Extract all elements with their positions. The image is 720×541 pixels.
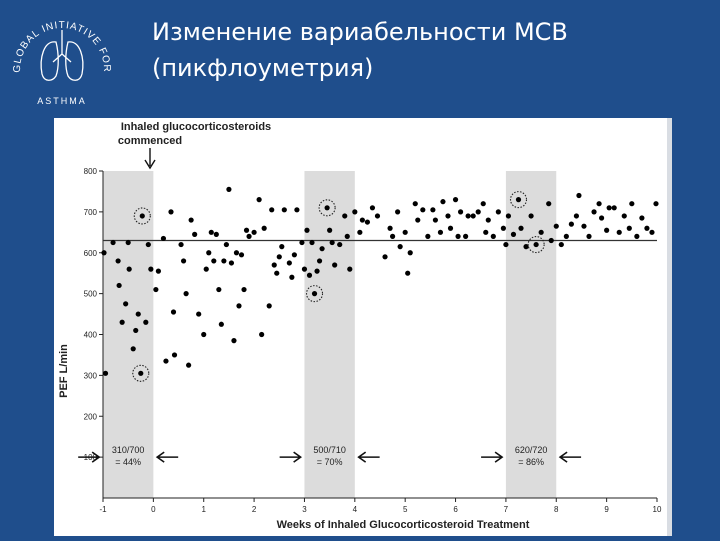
data-point xyxy=(332,262,337,267)
data-point xyxy=(110,240,115,245)
percent-label: = 44% xyxy=(115,457,142,468)
data-point xyxy=(403,230,408,235)
data-point xyxy=(244,228,249,233)
data-point xyxy=(307,273,312,278)
data-point xyxy=(214,232,219,237)
data-point xyxy=(136,311,141,316)
data-point xyxy=(337,242,342,247)
data-point xyxy=(486,217,491,222)
data-point xyxy=(405,271,410,276)
data-point xyxy=(445,213,450,218)
data-point xyxy=(471,213,476,218)
data-point xyxy=(231,338,236,343)
data-point xyxy=(292,252,297,257)
data-point xyxy=(184,291,189,296)
x-tick-label: 8 xyxy=(554,505,559,514)
data-point xyxy=(455,234,460,239)
data-point xyxy=(463,234,468,239)
data-point xyxy=(211,258,216,263)
data-point xyxy=(120,320,125,325)
data-point xyxy=(302,267,307,272)
data-point xyxy=(476,209,481,214)
arrow-left xyxy=(359,452,380,462)
data-point xyxy=(287,260,292,265)
y-tick-label: 600 xyxy=(83,248,97,258)
data-point xyxy=(216,287,221,292)
data-point xyxy=(274,271,279,276)
data-point xyxy=(644,226,649,231)
data-point xyxy=(466,213,471,218)
data-point xyxy=(289,275,294,280)
data-point xyxy=(101,250,106,255)
data-point xyxy=(272,262,277,267)
data-point xyxy=(569,222,574,227)
data-point xyxy=(453,197,458,202)
data-point xyxy=(325,205,330,210)
slide-title-line-1: Изменение вариабельности МСВ xyxy=(152,18,568,46)
y-tick-label: 500 xyxy=(83,289,97,299)
data-point xyxy=(267,303,272,308)
data-point xyxy=(408,250,413,255)
data-point xyxy=(503,242,508,247)
data-point xyxy=(209,230,214,235)
data-point xyxy=(375,213,380,218)
data-point xyxy=(251,230,256,235)
slide-title-line-2: (пикфлоуметрия) xyxy=(152,54,374,82)
percent-label: = 86% xyxy=(518,457,544,468)
data-point xyxy=(599,215,604,220)
data-point xyxy=(146,242,151,247)
data-point xyxy=(226,187,231,192)
data-point xyxy=(269,207,274,212)
data-point xyxy=(649,230,654,235)
data-point xyxy=(319,246,324,251)
y-axis-label: PEF L/min xyxy=(58,344,70,398)
data-point xyxy=(430,207,435,212)
data-point xyxy=(196,311,201,316)
data-point xyxy=(413,201,418,206)
data-point xyxy=(117,283,122,288)
data-point xyxy=(425,234,430,239)
data-point xyxy=(357,230,362,235)
data-point xyxy=(612,205,617,210)
data-point xyxy=(161,236,166,241)
data-point xyxy=(257,197,262,202)
data-point xyxy=(622,213,627,218)
gina-logo xyxy=(6,8,118,108)
data-point xyxy=(309,240,314,245)
x-tick-label: 6 xyxy=(453,505,458,514)
data-point xyxy=(518,226,523,231)
data-point xyxy=(277,254,282,259)
x-tick-label: 0 xyxy=(151,505,156,514)
data-point xyxy=(140,213,145,218)
x-axis-label: Weeks of Inhaled Glucocorticosteroid Treatment xyxy=(276,519,530,531)
data-point xyxy=(123,301,128,306)
y-tick-label: 400 xyxy=(83,330,97,340)
data-point xyxy=(163,358,168,363)
chart-title: Inhaled glucocorticosteroids xyxy=(120,121,272,133)
data-point xyxy=(327,228,332,233)
data-point xyxy=(259,332,264,337)
data-point xyxy=(581,224,586,229)
data-point xyxy=(433,217,438,222)
percent-label: = 70% xyxy=(316,457,343,468)
arrow-left xyxy=(560,452,581,462)
data-point xyxy=(262,226,267,231)
data-point xyxy=(360,217,365,222)
data-point xyxy=(483,230,488,235)
data-point xyxy=(604,228,609,233)
data-point xyxy=(549,238,554,243)
data-point xyxy=(133,328,138,333)
ratio-label: 620/720 xyxy=(514,445,548,456)
data-point xyxy=(204,267,209,272)
data-point xyxy=(382,254,387,259)
data-point xyxy=(347,267,352,272)
y-tick-label: 800 xyxy=(83,167,97,176)
gina-logo-graphic xyxy=(6,8,118,108)
x-tick-label: 4 xyxy=(352,505,358,514)
data-point xyxy=(516,197,521,202)
chart-title-line-2: commenced xyxy=(117,135,183,147)
data-point xyxy=(172,352,177,357)
data-point xyxy=(591,209,596,214)
data-point xyxy=(539,230,544,235)
data-point xyxy=(345,234,350,239)
data-point xyxy=(627,226,632,231)
x-tick-label: 1 xyxy=(201,505,206,514)
data-point xyxy=(312,291,317,296)
data-point xyxy=(546,201,551,206)
arrow-left xyxy=(157,452,178,462)
data-point xyxy=(564,234,569,239)
data-point xyxy=(554,224,559,229)
data-point xyxy=(317,258,322,263)
x-tick-label: 5 xyxy=(402,505,408,514)
data-point xyxy=(420,207,425,212)
data-point xyxy=(629,201,634,206)
data-point xyxy=(186,363,191,368)
data-point xyxy=(440,199,445,204)
data-point xyxy=(171,309,176,314)
data-point xyxy=(221,258,226,263)
data-point xyxy=(126,240,131,245)
data-point xyxy=(398,244,403,249)
data-point xyxy=(156,269,161,274)
data-point xyxy=(534,242,539,247)
data-point xyxy=(639,215,644,220)
commenced-arrow xyxy=(145,148,155,168)
data-point xyxy=(574,213,579,218)
data-point xyxy=(395,209,400,214)
x-tick-label: 2 xyxy=(251,505,257,514)
arrow-right xyxy=(481,452,502,462)
data-point xyxy=(246,234,251,239)
arrow-right xyxy=(280,452,301,462)
data-point xyxy=(116,258,121,263)
data-point xyxy=(481,201,486,206)
data-point xyxy=(528,213,533,218)
data-point xyxy=(342,213,347,218)
data-point xyxy=(438,230,443,235)
y-tick-label: 200 xyxy=(83,412,97,422)
x-tick-label: -1 xyxy=(99,505,107,514)
data-point xyxy=(234,250,239,255)
pef-scatter-chart xyxy=(54,118,672,536)
data-point xyxy=(370,205,375,210)
data-point xyxy=(596,201,601,206)
data-point xyxy=(387,226,392,231)
data-point xyxy=(448,226,453,231)
x-tick-label: 9 xyxy=(604,505,609,514)
data-point xyxy=(607,205,612,210)
data-points xyxy=(101,187,658,376)
data-point xyxy=(127,267,132,272)
data-point xyxy=(148,267,153,272)
logo-text-top: GLOBAL INITIATIVE FOR xyxy=(11,19,113,73)
data-point xyxy=(634,234,639,239)
data-point xyxy=(299,240,304,245)
data-point xyxy=(189,217,194,222)
data-point xyxy=(181,258,186,263)
data-point xyxy=(294,207,299,212)
data-point xyxy=(617,230,622,235)
y-tick-label: 300 xyxy=(83,371,97,381)
data-point xyxy=(282,207,287,212)
data-point xyxy=(206,250,211,255)
data-point xyxy=(501,226,506,231)
data-point xyxy=(458,209,463,214)
lungs-icon xyxy=(41,30,83,80)
data-point xyxy=(131,346,136,351)
logo-text-bottom: ASTHMA xyxy=(37,96,87,106)
ratio-label: 500/710 xyxy=(313,445,346,456)
data-point xyxy=(415,217,420,222)
data-point xyxy=(168,209,173,214)
y-tick-label: 100 xyxy=(83,453,97,463)
y-tick-label: 700 xyxy=(83,207,97,217)
data-point xyxy=(390,234,395,239)
data-point xyxy=(192,232,197,237)
data-point xyxy=(511,232,516,237)
data-point xyxy=(330,240,335,245)
x-tick-label: 3 xyxy=(302,505,307,514)
slide-title xyxy=(152,14,692,86)
data-point xyxy=(219,322,224,327)
data-point xyxy=(138,371,143,376)
data-point xyxy=(491,234,496,239)
x-tick-label: 7 xyxy=(503,505,509,514)
data-point xyxy=(241,287,246,292)
data-point xyxy=(314,269,319,274)
data-point xyxy=(586,234,591,239)
data-point xyxy=(103,371,108,376)
ratio-label: 310/700 xyxy=(111,445,145,456)
data-point xyxy=(506,213,511,218)
data-point xyxy=(653,201,658,206)
data-point xyxy=(279,244,284,249)
data-point xyxy=(352,209,357,214)
data-point xyxy=(153,287,158,292)
data-point xyxy=(239,252,244,257)
data-point xyxy=(236,303,241,308)
data-point xyxy=(576,193,581,198)
data-point xyxy=(178,242,183,247)
data-point xyxy=(304,228,309,233)
data-point xyxy=(143,320,148,325)
data-point xyxy=(496,209,501,214)
chart-panel xyxy=(54,118,672,536)
data-point xyxy=(224,242,229,247)
data-point xyxy=(365,219,370,224)
panel-edge xyxy=(667,118,672,536)
data-point xyxy=(229,260,234,265)
data-point xyxy=(559,242,564,247)
x-tick-label: 10 xyxy=(652,505,662,514)
axes xyxy=(84,167,662,514)
data-point xyxy=(201,332,206,337)
